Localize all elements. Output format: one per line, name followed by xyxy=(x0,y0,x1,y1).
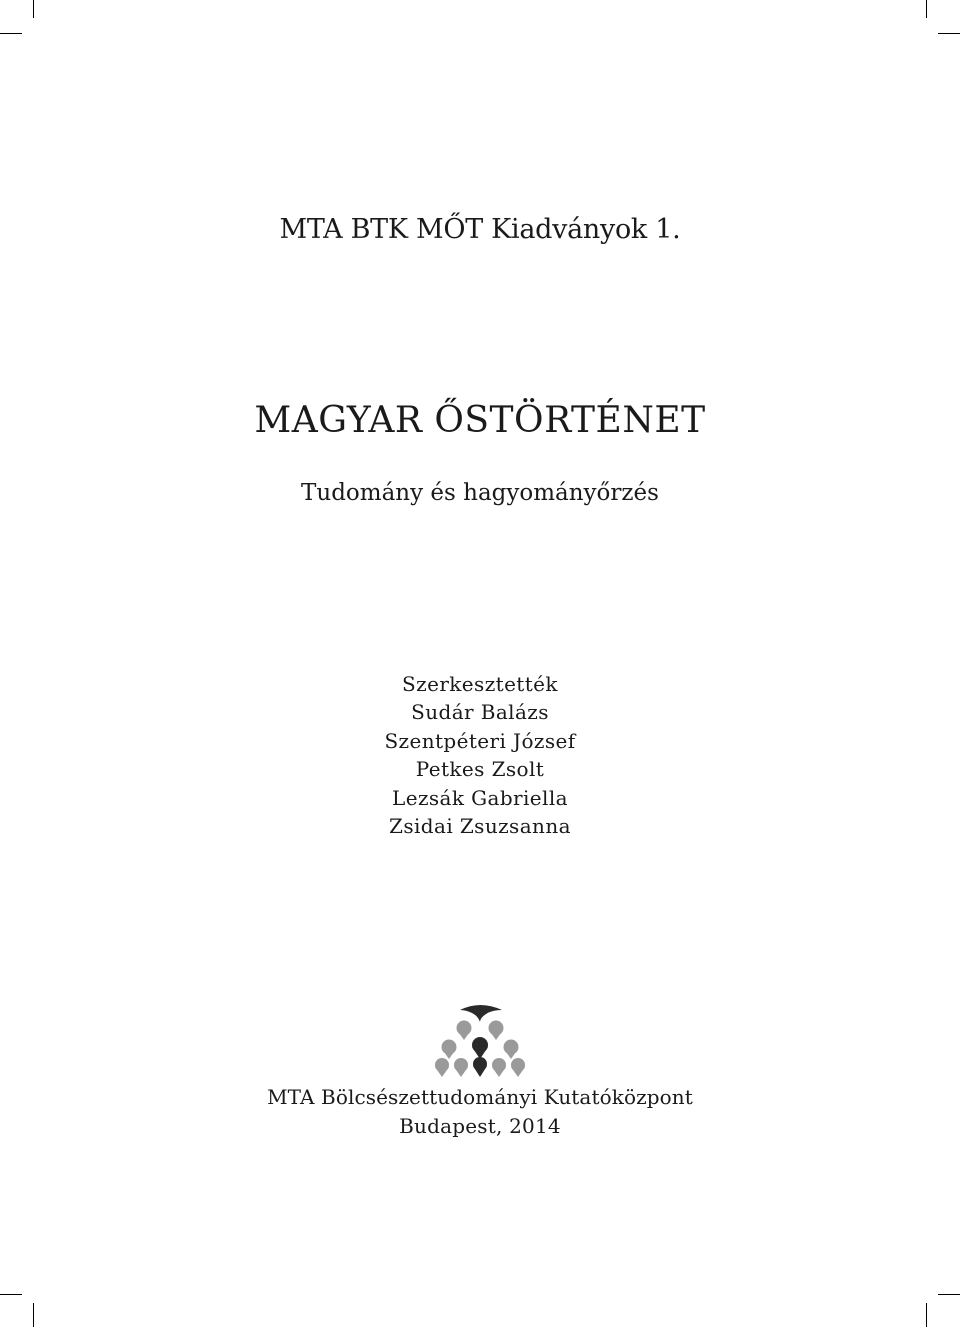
crop-mark-bottom-right-v xyxy=(926,1303,927,1327)
editor-name: Zsidai Zsuzsanna xyxy=(389,814,571,839)
crop-mark-top-right-v xyxy=(926,0,927,18)
book-title: MAGYAR ŐSTÖRTÉNET xyxy=(254,400,706,441)
crop-mark-bottom-right-h xyxy=(938,1294,960,1295)
crop-mark-top-left-v xyxy=(33,0,34,18)
place-year: Budapest, 2014 xyxy=(399,1114,561,1138)
editor-name: Szentpéteri József xyxy=(384,728,576,753)
series-title: MTA BTK MŐT Kiadványok 1. xyxy=(279,214,681,245)
crop-mark-bottom-left-v xyxy=(33,1303,34,1327)
crop-mark-top-left-h xyxy=(0,33,22,34)
crop-mark-bottom-left-h xyxy=(0,1294,22,1295)
book-subtitle: Tudomány és hagyományőrzés xyxy=(301,480,659,506)
editors-block xyxy=(0,670,960,840)
editor-name: Petkes Zsolt xyxy=(415,757,545,782)
crop-mark-top-right-h xyxy=(938,33,960,34)
publisher-name: MTA Bölcsészettudományi Kutatóközpont xyxy=(267,1085,693,1109)
editors-heading: Szerkesztették xyxy=(402,672,558,696)
publisher-logo-icon xyxy=(430,1002,530,1078)
editor-name: Lezsák Gabriella xyxy=(392,785,568,810)
editor-name: Sudár Balázs xyxy=(411,700,549,725)
